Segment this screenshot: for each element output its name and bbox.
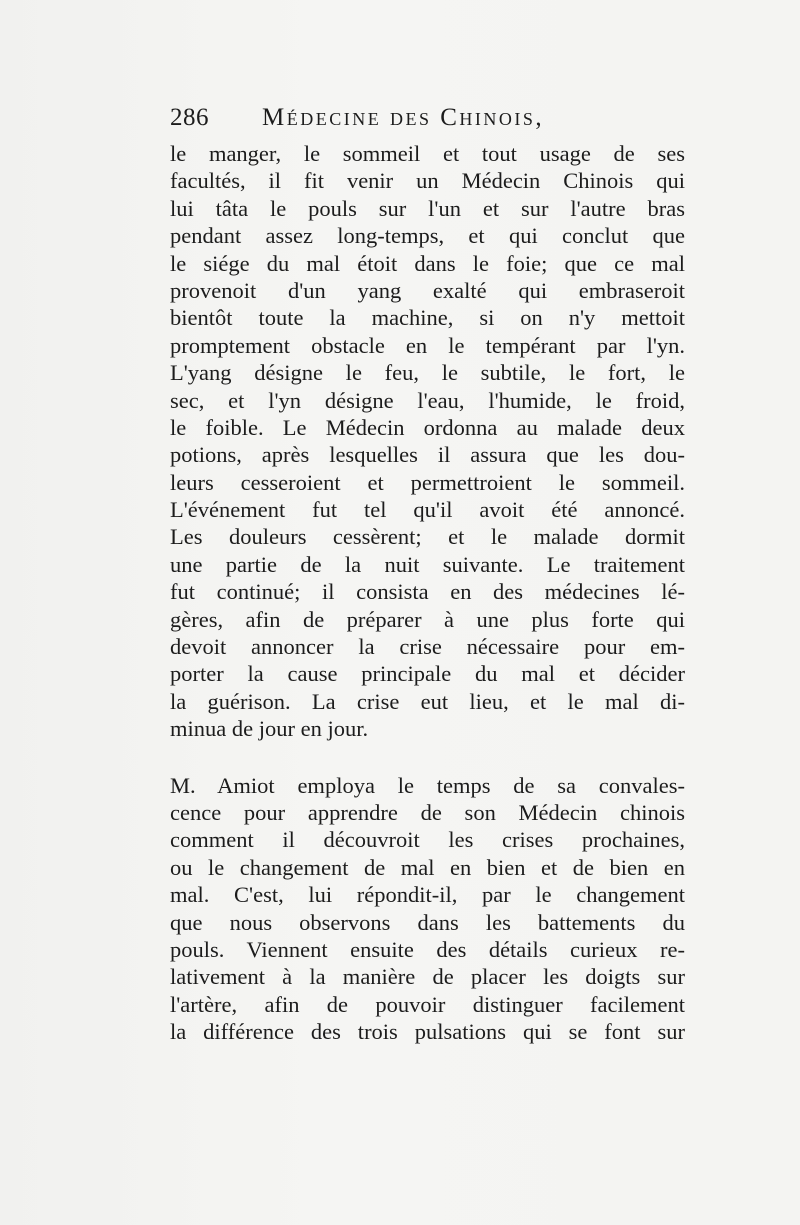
text-line: promptement obstacle en le tempérant par l'yn. — [170, 332, 685, 358]
text-line: Les douleurs cessèrent; et le malade dormit — [170, 524, 685, 550]
text-line: bientôt toute la machine, si on n'y mettoit — [170, 305, 685, 331]
page-number: 286 — [170, 104, 209, 131]
text-line: leurs cesseroient et permettroient le sommeil. — [170, 469, 685, 495]
paragraph-1 — [170, 140, 685, 743]
text-line: mal. C'est, lui répondit-il, par le changement — [170, 882, 685, 908]
text-line: provenoit d'un yang exalté qui embraseroit — [170, 277, 685, 303]
text-line: une partie de la nuit suivante. Le traitement — [170, 551, 685, 577]
text-line: la différence des trois pulsations qui se font sur — [170, 1019, 685, 1045]
text-line: L'yang désigne le feu, le subtile, le fort, le — [170, 360, 685, 386]
text-line: sec, et l'yn désigne l'eau, l'humide, le froid, — [170, 387, 685, 413]
running-head — [170, 104, 685, 140]
text-line: le foible. Le Médecin ordonna au malade deux — [170, 414, 685, 440]
text-line: fut continué; il consista en des médecines lé- — [170, 579, 685, 605]
text-line: minua de jour en jour. — [170, 716, 369, 742]
text-line: gères, afin de préparer à une plus forte qui — [170, 606, 685, 632]
text-line: potions, après lesquelles il assura que les dou- — [170, 442, 685, 468]
text-line: que nous observons dans les battements du — [170, 909, 685, 935]
text-line: M. Amiot employa le temps de sa convales- — [170, 772, 685, 798]
text-line: porter la cause principale du mal et décider — [170, 661, 685, 687]
paragraph-gap — [170, 743, 685, 772]
text-line: le siége du mal étoit dans le foie; que ce mal — [170, 250, 685, 276]
text-line: lui tâta le pouls sur l'un et sur l'autre bras — [170, 195, 685, 221]
text-line: devoit annoncer la crise nécessaire pour em- — [170, 634, 685, 660]
text-line: l'artère, afin de pouvoir distinguer facilement — [170, 991, 685, 1017]
paragraph-2 — [170, 772, 685, 1046]
text-line: pouls. Viennent ensuite des détails curieux re- — [170, 936, 685, 962]
text-line: facultés, il fit venir un Médecin Chinois qui — [170, 168, 685, 194]
running-title: Médecine des Chinois, — [262, 104, 545, 131]
text-line: la guérison. La crise eut lieu, et le mal di- — [170, 688, 685, 714]
text-line: cence pour apprendre de son Médecin chinois — [170, 799, 685, 825]
text-line: pendant assez long-temps, et qui conclut que — [170, 223, 685, 249]
text-line: le manger, le sommeil et tout usage de ses — [170, 141, 685, 166]
text-line: ou le changement de mal en bien et de bien en — [170, 854, 685, 880]
text-line: L'événement fut tel qu'il avoit été annoncé. — [170, 497, 685, 523]
text-block — [170, 104, 685, 1046]
text-line: comment il découvroit les crises prochaines, — [170, 827, 685, 853]
text-line: lativement à la manière de placer les doigts sur — [170, 964, 685, 990]
